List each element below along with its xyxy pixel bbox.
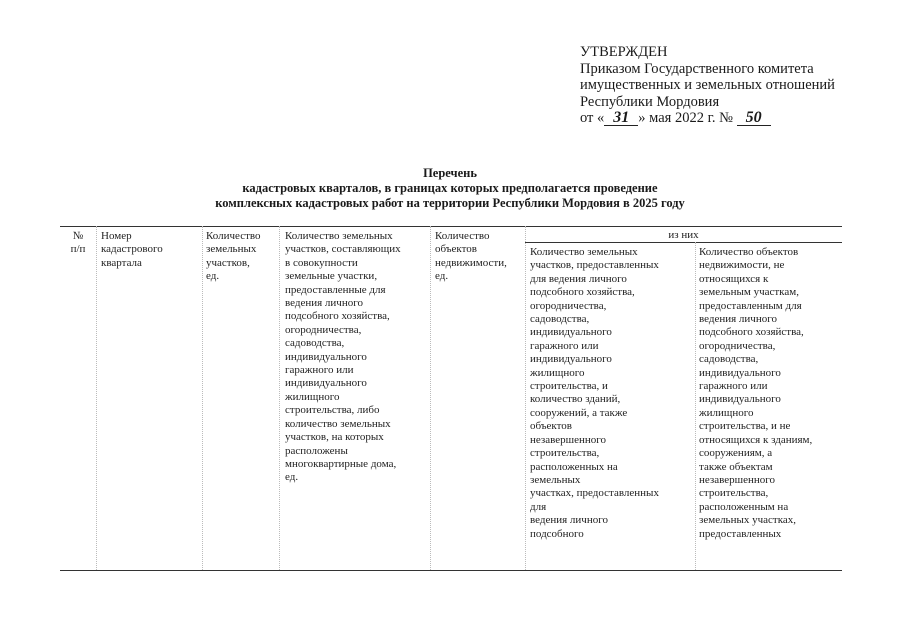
column-divider <box>695 242 696 570</box>
approval-order-line: Приказом Государственного комитета <box>580 60 814 77</box>
column-divider <box>279 226 280 570</box>
col-header-quarter: Номер кадастрового квартала <box>101 230 163 269</box>
approval-republic-line: Республики Мордовия <box>580 93 720 110</box>
table-bottom-rule <box>60 570 842 571</box>
col-header-number: № п/п <box>70 230 86 256</box>
approval-heading: УТВЕРЖДЕН <box>580 44 668 60</box>
sub-col-header-plots-buildings: Количество земельных участков, предоставленных для ведения личного подсобного хозяйства, огородничества, садоводства, индивидуального гаражного или индивидуального жилищного строительства, и количество зданий, сооружений, а также объектов незавершенного строительства, расположенных на земельных участках, предоставленных для ведения личного подсобного <box>530 246 659 540</box>
column-divider <box>525 226 526 570</box>
date-prefix: от « <box>580 110 605 126</box>
title-line-2: кадастровых кварталов, в границах которых предполагается проведение <box>242 181 658 195</box>
approval-committee-line: имущественных и земельных отношений <box>580 77 835 93</box>
column-divider <box>430 226 431 570</box>
approval-stamp <box>580 44 880 127</box>
date-middle: » мая 2022 г. № <box>638 110 733 126</box>
group-header-of-them: из них <box>668 229 699 241</box>
column-divider <box>202 226 203 570</box>
col-header-plots: Количество земельных участков, ед. <box>206 230 261 283</box>
document-title <box>150 166 750 211</box>
title-line-1: Перечень <box>423 166 477 180</box>
title-line-3: комплексных кадастровых работ на территории Республики Мордовия в 2025 году <box>215 196 685 210</box>
col-header-objects: Количество объектов недвижимости, ед. <box>435 230 507 283</box>
approval-date-line <box>580 110 880 127</box>
table-top-rule <box>60 226 842 227</box>
handwritten-number: 50 <box>737 111 771 126</box>
handwritten-day: 31 <box>604 111 638 126</box>
column-divider <box>96 226 97 570</box>
sub-col-header-other-objects: Количество объектов недвижимости, не относящихся к земельным участкам, предоставленным для ведения личного подсобного хозяйства, огородничества, садоводства, индивидуального гаражного или индивидуального жилищного строительства, и не относящихся к зданиям, сооружениям, а также объектам незавершенного строительства, расположенным на земельных участках, предоставленных <box>699 246 813 540</box>
col-header-plots-private: Количество земельных участков, составляющих в совокупности земельные участки, предоставленные для ведения личного подсобного хозяйства, огородничества, садоводства, индивидуального гаражного или индивидуального жилищного строительства, либо количество земельных участков, на которых расположены многоквартирные дома, ед. <box>285 230 401 484</box>
